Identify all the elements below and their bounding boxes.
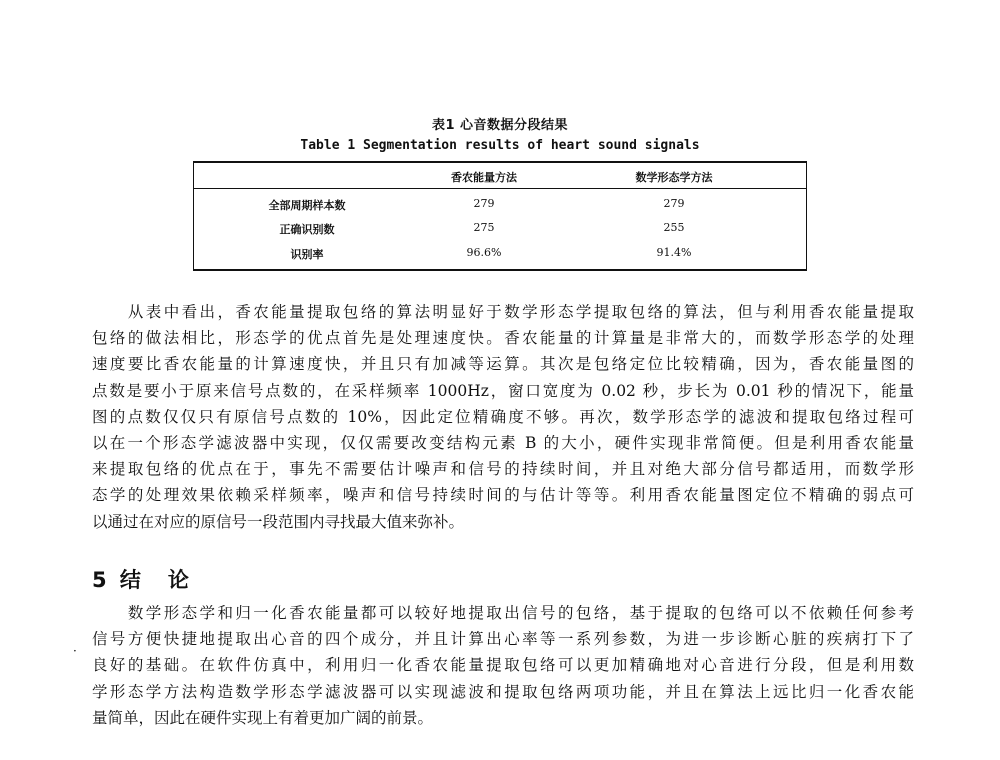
paragraph-line: 数学形态学和归一化香农能量都可以较好地提取出信号的包络，基于提取的包络可以不依赖任何参考 [92,604,914,622]
table-cell-rate-shannon: 96.6% [466,246,502,259]
table-caption-english: Table 1 Segmentation results of heart sound signals [300,138,700,153]
paragraph-line: 包络的做法相比，形态学的优点首先是处理速度快。香农能量的计算量是非常大的，而数学形态学的处理 [92,329,914,348]
paragraph-line: 速度要比香农能量的计算速度快，并且只有加减等运算。其次是包络定位比较精确，因为，香农能量图的 [92,355,914,374]
table-cell-correct-morph: 255 [663,221,685,234]
paragraph-line: 量简单，因此在硬件实现上有着更加广阔的前景。 [92,708,434,727]
paragraph-line: 学形态学方法构造数学形态学滤波器可以实现滤波和提取包络两项功能，并且在算法上远比归一化香农能 [92,682,914,701]
paragraph-line: 以在一个形态学滤波器中实现，仅仅需要改变结构元素 B 的大小，硬件实现非常简便。但是利用香农能量 [92,433,914,452]
table-row-label-correct: 正确识别数 [279,223,335,236]
table-caption-chinese: 表1 心音数据分段结果 [431,118,569,133]
table-cell-correct-shannon: 275 [473,221,495,234]
paragraph-line: 点数是要小于原来信号点数的，在采样频率 1000Hz，窗口宽度为 0.02 秒，步长为 0.01 秒的情况下，能量 [92,381,914,400]
table-cell-total-shannon: 279 [473,197,495,210]
table-header-shannon: 香农能量方法 [451,171,517,184]
body-paragraph-conclusion [92,600,914,731]
paragraph-line: 良好的基础。在软件仿真中，利用归一化香农能量提取包络可以更加精确地对心音进行分段，但是利用数 [92,656,914,675]
table-cell-total-morph: 279 [663,197,685,210]
paragraph-line: 图的点数仅仅只有原信号点数的 10%，因此定位精确度不够。再次，数学形态学的滤波和提取包络过程可 [92,407,914,426]
paragraph-line: 以通过在对应的原信号一段范围内寻找最大值来弥补。 [92,512,465,531]
section-heading-conclusion: 5 结 论 [92,568,192,592]
segmentation-results-table [193,161,807,271]
table-cell-rate-morph: 91.4% [656,246,692,259]
table-header-morphology: 数学形态学方法 [635,171,713,184]
paragraph-line: 信号方便快捷地提取出心音的四个成分，并且计算出心率等一系列参数，为进一步诊断心脏的疾病打下了 [92,630,914,649]
paragraph-line: 态学的处理效果依赖采样频率，噪声和信号持续时间的与估计等等。利用香农能量图定位不精确的弱点可 [92,486,914,505]
paragraph-line: 从表中看出，香农能量提取包络的算法明显好于数学形态学提取包络的算法，但与利用香农能量提取 [92,303,914,321]
table-row-label-rate: 识别率 [290,248,324,261]
paragraph-line: 来提取包络的优点在于，事先不需要估计噪声和信号的持续时间，并且对绝大部分信号都适用，而数学形 [92,460,914,479]
margin-mark: · [73,644,77,658]
body-paragraph-comparison [92,299,914,535]
table-row-label-total: 全部周期样本数 [268,199,346,212]
table-header-divider [194,188,806,189]
